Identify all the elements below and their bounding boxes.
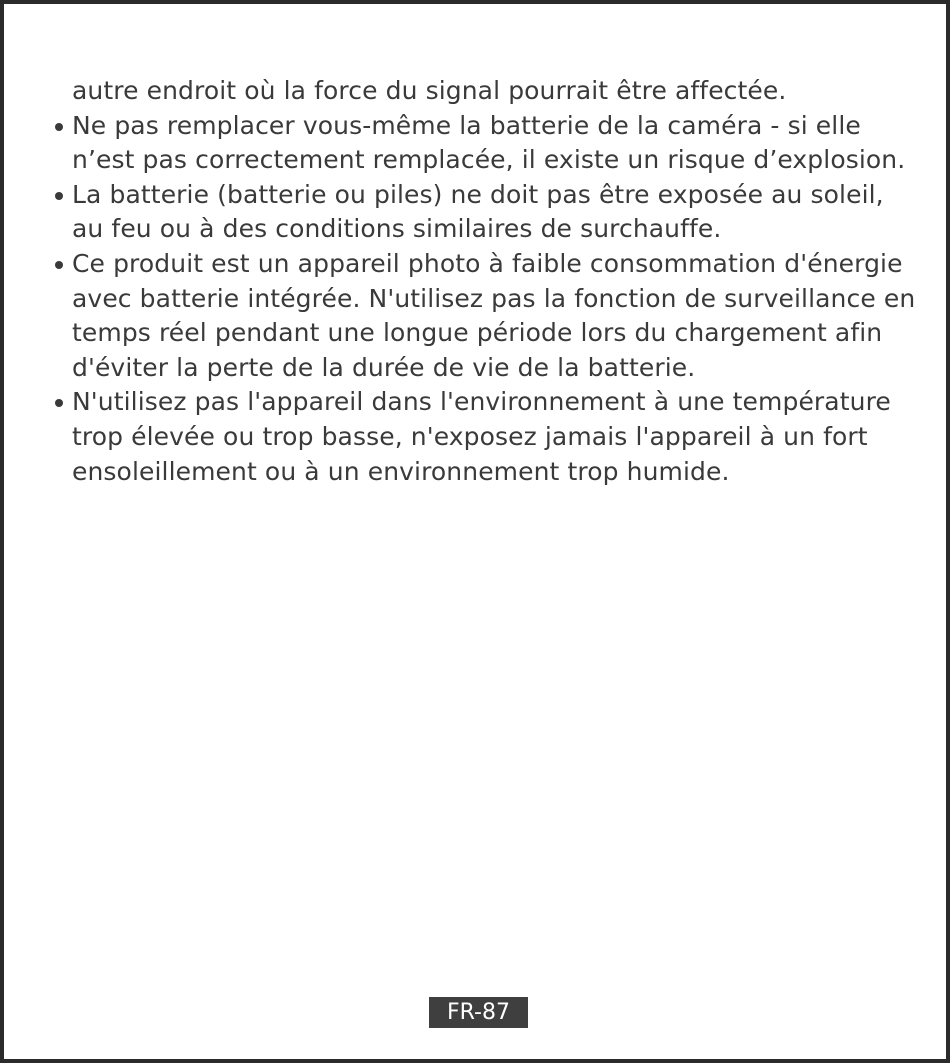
- bullet-dot-icon: [55, 192, 63, 200]
- bullet-item-battery-exposure: [72, 178, 922, 247]
- bullet-item-environment: [72, 385, 922, 489]
- bullet-text: La batterie (batterie ou piles) ne doit pas être exposée au soleil, au feu ou à des conditions similaires de surchauffe.: [72, 179, 884, 244]
- page-content: [72, 74, 922, 489]
- bullet-dot-icon: [55, 399, 63, 407]
- bullet-text: N'utilisez pas l'appareil dans l'environnement à une température trop élevée ou trop basse, n'exposez jamais l'appareil à un fort ensoleillement ou à un environnement trop humide.: [72, 387, 891, 486]
- bullet-item-battery-replacement: [72, 109, 922, 178]
- bullet-text: Ne pas remplacer vous-même la batterie de la caméra - si elle n’est pas correctement remplacée, il existe un risque d’explosion.: [72, 110, 906, 175]
- bullet-dot-icon: [55, 261, 63, 269]
- bullet-item-low-power: [72, 247, 922, 385]
- page-number-badge: FR-87: [429, 997, 528, 1028]
- safety-bullet-list: [72, 109, 922, 490]
- bullet-text: Ce produit est un appareil photo à faible consommation d'énergie avec batterie intégrée. N'utilisez pas la fonction de surveillance en temps réel pendant une longue période lors du chargement afin d'éviter la perte de la durée de vie de la batterie.: [72, 248, 916, 382]
- continued-paragraph: autre endroit où la force du signal pourrait être affectée.: [72, 76, 787, 105]
- bullet-dot-icon: [55, 123, 63, 131]
